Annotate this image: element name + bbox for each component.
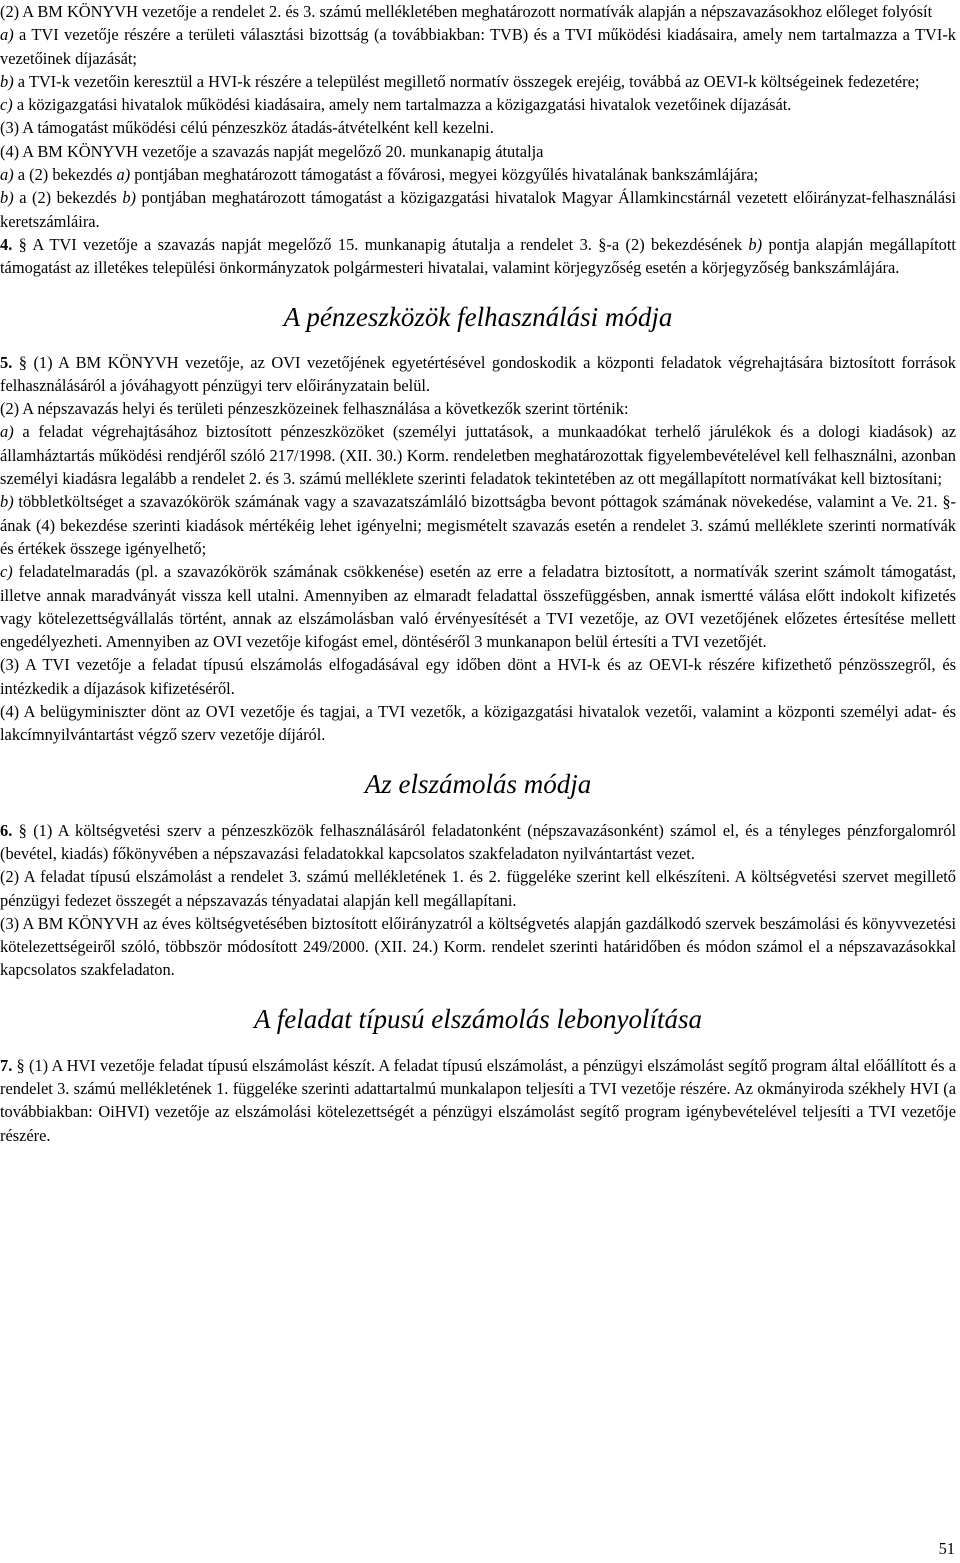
- paragraph-text: a TVI-k vezetőin keresztül a HVI-k részére a települést megillető normatív összegek erejéig, továbbá az OEVI-k költségeinek fedezetére;: [13, 71, 920, 91]
- section-funds-usage: [0, 351, 956, 747]
- paragraph-text: (4) A belügyminiszter dönt az OVI vezetője és tagjai, a TVI vezetők, a közigazgatási hivatalok vezetői, valamint a központi személyi adat- és lakcímnyilvántartást végző szerv vezetője díjáról.: [0, 702, 956, 745]
- italic-point-label: b): [122, 188, 136, 208]
- paragraph-text: a (2) bekezdés: [13, 188, 123, 208]
- italic-point-label: b): [748, 234, 763, 254]
- italic-point-label: c): [0, 562, 13, 582]
- paragraph: [0, 0, 956, 23]
- heading-task-settlement: A feladat típusú elszámolás lebonyolítása: [254, 1003, 702, 1034]
- italic-point-label: b): [0, 71, 14, 91]
- paragraph-text: pontja alapján megállapított támogatást az illetékes települési önkormányzatok polgármesteri hivatalai, valamint körjegyzőség esetén a körjegyzőség bankszámlájára.: [0, 234, 956, 278]
- italic-point-label: a): [0, 165, 14, 185]
- paragraph-text: (2) A BM KÖNYVH vezetője a rendelet 2. és 3. számú mellékletében meghatározott normatívák alapján a népszavazásokhoz előleget folyósít: [0, 2, 933, 21]
- paragraph: [0, 653, 956, 700]
- paragraph-text: § A TVI vezetője a szavazás napját megelőző 15. munkanapig átutalja a rendelet 3. §-a (2) bekezdésének: [12, 234, 749, 254]
- section-number: 7.: [0, 1055, 13, 1075]
- italic-point-label: a): [0, 25, 14, 45]
- paragraph: [0, 186, 956, 233]
- paragraph: [0, 163, 956, 186]
- paragraph: [0, 819, 956, 866]
- paragraph-text: többletköltséget a szavazókörök számának vagy a szavazatszámláló bizottságba bevont póttagok számának növekedése, valamint a Ve. 21. §-ának (4) bekezdése szerinti kiadások mértékéig lehet igényelni; megismételt szavazás esetén a rendelet 3. számú melléklete szerinti normatívák és értékek összege igényelhető;: [0, 492, 956, 558]
- paragraph: [0, 70, 956, 93]
- paragraph: [0, 23, 956, 70]
- paragraph-text: (2) A feladat típusú elszámolást a rendelet 3. számú mellékletének 1. és 2. függeléke szerint kell elkészíteni. A költségvetési szervet megillető pénzügyi fedezet összegét a népszavazás tényadatai alapján kell megállapítani.: [0, 867, 956, 910]
- paragraph: [0, 397, 956, 420]
- paragraph-text: feladatelmaradás (pl. a szavazókörök számának csökkenése) esetén az erre a feladatra biztosított, a normatívák szerint számolt támogatást, illetve annak maradványát vissza kell utalni. Amennyiben az elmaradt feladattal összefüggésben, annak ismertté válása előtt indokolt kifizetés vagy kötelezettségvállalás történt, annak az elszámolásban való érvényesítését a TVI vezetője, az OVI vezetőjének előzetes értesítése mellett engedélyezheti. Amennyiben az OVI vezetője kifogást emel, döntéséről 3 munkanapon belül értesíti a TVI vezetőjét.: [0, 562, 956, 652]
- paragraph-text: pontjában meghatározott támogatást a közigazgatási hivatalok Magyar Államkincstárnál vezetett előirányzat-felhasználási keretszámláira.: [0, 188, 957, 231]
- paragraph: [0, 865, 956, 912]
- paragraph-text: § (1) A HVI vezetője feladat típusú elszámolást készít. A feladat típusú elszámolást, a pénzügyi elszámolást segítő program által előállított és a rendelet 3. számú mellékletének 1. függeléke szerinti adattartalmú munkalapon teljesíti a TVI vezetője részére. Az okmányiroda székhely HVI (a továbbiakban: OiHVI) vezetője az elszámolási kötelezettségét a pénzügyi elszámolást segítő program igénybevételével teljesíti a TVI vezetője részére.: [0, 1055, 956, 1145]
- paragraph-text: § (1) A költségvetési szerv a pénzeszközök felhasználásáról feladatonként (népszavazásonként) számol el, és a tényleges pénzforgalomról (bevétel, kiadás) főkönyvében a népszavazási feladatokkal kapcsolatos szakfeladaton nyilvántartást vezet.: [0, 820, 956, 863]
- paragraph: [0, 700, 956, 747]
- paragraph: [0, 420, 956, 490]
- paragraph-text: a közigazgatási hivatalok működési kiadásaira, amely nem tartalmazza a közigazgatási hivatalok vezetőinek díjazását.: [12, 95, 792, 115]
- italic-point-label: b): [0, 188, 14, 208]
- section-support-advance: [0, 0, 956, 280]
- paragraph-text: § (1) A BM KÖNYVH vezetője, az OVI vezetőjének egyetértésével gondoskodik a központi feladatok végrehajtására biztosított források felhasználásáról a jóváhagyott pénzügyi terv előirányzatain belül.: [0, 352, 956, 395]
- section-task-settlement: [0, 1054, 956, 1147]
- section-settlement-method: [0, 819, 956, 982]
- italic-point-label: a): [116, 165, 131, 185]
- italic-point-label: a): [0, 422, 14, 442]
- paragraph-text: (3) A támogatást működési célú pénzeszköz átadás-átvételként kell kezelni.: [0, 118, 494, 138]
- section-number: 4.: [0, 234, 13, 254]
- paragraph: [0, 490, 956, 560]
- italic-point-label: c): [0, 95, 13, 115]
- paragraph: [0, 116, 956, 139]
- paragraph: [0, 560, 956, 653]
- paragraph-text: a (2) bekezdés: [13, 165, 117, 185]
- paragraph-text: (3) A TVI vezetője a feladat típusú elszámolás elfogadásával egy időben dönt a HVI-k és az OEVI-k részére kifizethető pénzösszegről, és intézkedik a díjazások kifizetéséről.: [0, 655, 956, 698]
- heading-funds-usage: A pénzeszközök felhasználási módja: [283, 301, 673, 332]
- paragraph-text: pontjában meghatározott támogatást a fővárosi, megyei közgyűlés hivatalának bankszámlájára;: [130, 165, 759, 185]
- paragraph-text: a feladat végrehajtásához biztosított pénzeszközöket (személyi juttatások, a munkaadókat terhelő járulékok és a dologi kiadások) az államháztartás működési rendjéről szóló 217/1998. (XII. 30.) Korm. rendeletben meghatározottak figyelembevételével kell felhasználni, azonban személyi kiadásra legalább a rendelet 2. és 3. számú melléklete szerinti feladatok tekintetében az ott megállapított normatívákat kell biztosítani;: [0, 422, 956, 489]
- paragraph: [0, 140, 956, 163]
- paragraph-text: (3) A BM KÖNYVH az éves költségvetésében biztosított előirányzatról a költségvetés alapján gazdálkodó szervek beszámolási és könyvvezetési kötelezettségeiről szóló, többször módosított 249/2000. (XII. 24.) Korm. rendelet szerinti határidőben és módon számol el a népszavazásokkal kapcsolatos szakfeladaton.: [0, 913, 956, 980]
- page-number: 51: [938, 1539, 955, 1558]
- heading-settlement-method: Az elszámolás módja: [364, 768, 592, 799]
- paragraph: [0, 912, 956, 982]
- paragraph-text: (2) A népszavazás helyi és területi pénzeszközeinek felhasználása a következők szerint történik:: [0, 399, 629, 419]
- paragraph: [0, 233, 956, 280]
- section-number: 5.: [0, 352, 13, 372]
- paragraph-text: (4) A BM KÖNYVH vezetője a szavazás napját megelőző 20. munkanapig átutalja: [0, 141, 544, 161]
- paragraph: [0, 1054, 956, 1147]
- italic-point-label: b): [0, 492, 14, 512]
- paragraph-text: a TVI vezetője részére a területi választási bizottság (a továbbiakban: TVB) és a TVI működési kiadásaira, amely nem tartalmazza a TVI-k vezetőinek díjazását;: [0, 25, 956, 68]
- paragraph: [0, 351, 956, 398]
- paragraph: [0, 93, 956, 116]
- section-number: 6.: [0, 820, 13, 840]
